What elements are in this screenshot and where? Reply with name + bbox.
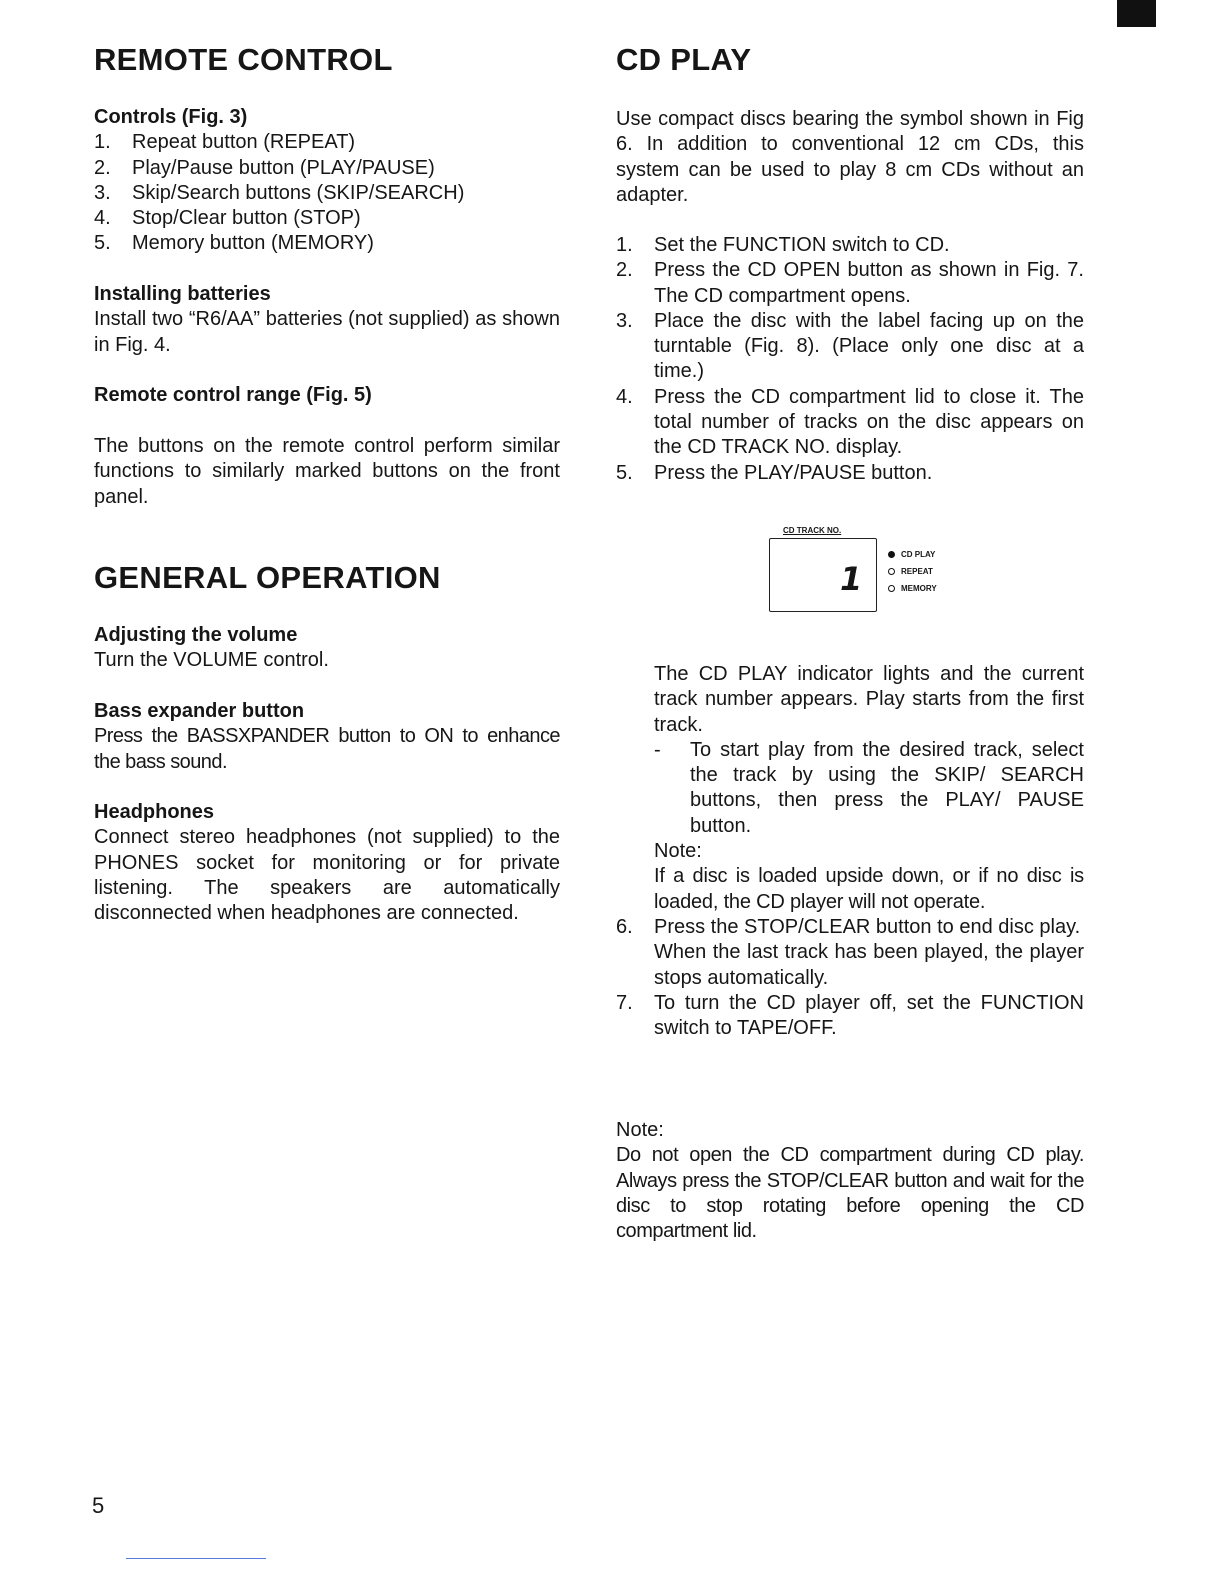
list-item: 6. Press the STOP/CLEAR button to end disc play. xyxy=(616,915,1081,938)
link-underline xyxy=(126,1558,266,1559)
repeat-indicator: REPEAT xyxy=(888,567,933,576)
controls-title: Controls (Fig. 3) xyxy=(94,106,248,128)
volume-text: Turn the VOLUME control. xyxy=(94,649,329,672)
cd-track-no-label: CD TRACK NO. xyxy=(783,526,842,535)
batteries-text: Install two “R6/AA” batteries (not supplied) as shown in Fig. 4. xyxy=(94,308,560,356)
list-item: 3. Skip/Search buttons (SKIP/SEARCH) xyxy=(94,181,465,204)
batteries-section xyxy=(94,282,560,358)
dash-text: To start play from the desired track, select the track by using the SKIP/ SEARCH buttons, then press the PLAY/ PAUSE button. xyxy=(690,738,1084,837)
bass-title: Bass expander button xyxy=(94,700,305,722)
volume-section xyxy=(94,623,560,674)
step6-extra-text: When the last track has been played, the player stops automatically. xyxy=(654,941,1084,989)
list-item: 1. Repeat button (REPEAT) xyxy=(94,131,356,154)
memory-indicator: MEMORY xyxy=(888,584,937,593)
note2-block xyxy=(616,1118,1084,1244)
list-item: 4. Stop/Clear button (STOP) xyxy=(94,207,361,230)
headphones-text: Connect stereo headphones (not supplied) to the PHONES socket for monitoring or for private listening. The speakers are automatically disconnected when headphones are connected. xyxy=(94,826,560,925)
track-number-digit: 1 xyxy=(840,560,863,598)
cd-intro-block xyxy=(616,107,1084,208)
list-item: 7. To turn the CD player off, set the FUNCTION switch to TAPE/OFF. xyxy=(616,991,1084,1040)
headphones-section xyxy=(94,800,560,926)
list-item: 2. Play/Pause button (PLAY/PAUSE) xyxy=(94,156,435,179)
range-text: The buttons on the remote control perform similar functions to similarly marked buttons on the front panel. xyxy=(94,435,560,508)
dash-item xyxy=(616,738,1084,839)
indicator-dot-icon xyxy=(888,568,895,575)
remote-control-heading: REMOTE CONTROL xyxy=(94,42,393,77)
general-operation-heading: GENERAL OPERATION xyxy=(94,560,441,595)
headphones-title: Headphones xyxy=(94,801,215,823)
list-item: 5. Memory button (MEMORY) xyxy=(94,232,374,255)
page-number: 5 xyxy=(92,1493,105,1518)
batteries-title: Installing batteries xyxy=(94,283,271,305)
list-item: 2. Press the CD OPEN button as shown in Fig. 7. The CD compartment opens. xyxy=(616,259,1084,307)
note2-text: Do not open the CD compartment during CD play. Always press the STOP/CLEAR button and wait for the disc to stop rotating before opening the CD compartment lid. xyxy=(616,1144,1084,1243)
cd-play-block xyxy=(616,662,1084,1041)
cd-steps-block xyxy=(616,233,1084,486)
controls-section xyxy=(94,105,560,257)
controls-list xyxy=(94,130,560,256)
list-item: 3. Place the disc with the label facing up on the turntable (Fig. 8). (Place only one disc at a time.) xyxy=(616,309,1084,383)
indicator-dot-icon xyxy=(888,585,895,592)
cd-intro-text: Use compact discs bearing the symbol shown in Fig 6. In addition to conventional 12 cm CDs, this system can be used to play 8 cm CDs without an adapter. xyxy=(616,108,1084,206)
note2-label: Note: xyxy=(616,1119,664,1141)
cd-steps-list-2 xyxy=(616,915,1084,940)
cd-steps-list-3 xyxy=(616,991,1084,1042)
list-item: 1. Set the FUNCTION switch to CD. xyxy=(616,234,950,256)
bass-section xyxy=(94,699,560,775)
cd-track-display-figure xyxy=(769,526,969,616)
play-text: The CD PLAY indicator lights and the current track number appears. Play starts from the first track. xyxy=(654,663,1084,736)
cd-play-heading: CD PLAY xyxy=(616,42,752,77)
page-corner-mark xyxy=(1117,0,1156,27)
bass-text: Press the BASSXPANDER button to ON to enhance the bass sound. xyxy=(94,725,560,773)
range-title-block xyxy=(94,383,560,408)
note1-text: If a disc is loaded upside down, or if no disc is loaded, the CD player will not operate. xyxy=(654,865,1084,913)
list-item: 4. Press the CD compartment lid to close it. The total number of tracks on the disc appears on the CD TRACK NO. display. xyxy=(616,385,1084,459)
volume-title: Adjusting the volume xyxy=(94,624,298,646)
note1-label: Note: xyxy=(654,840,702,863)
range-title: Remote control range (Fig. 5) xyxy=(94,384,372,406)
range-text-block xyxy=(94,434,560,510)
cd-steps-list xyxy=(616,233,1084,486)
dash-mark: - xyxy=(654,738,661,761)
cd-play-indicator: CD PLAY xyxy=(888,550,935,559)
list-item: 5. Press the PLAY/PAUSE button. xyxy=(616,461,933,484)
indicator-dot-icon xyxy=(888,551,895,558)
cd-track-display xyxy=(769,538,877,612)
